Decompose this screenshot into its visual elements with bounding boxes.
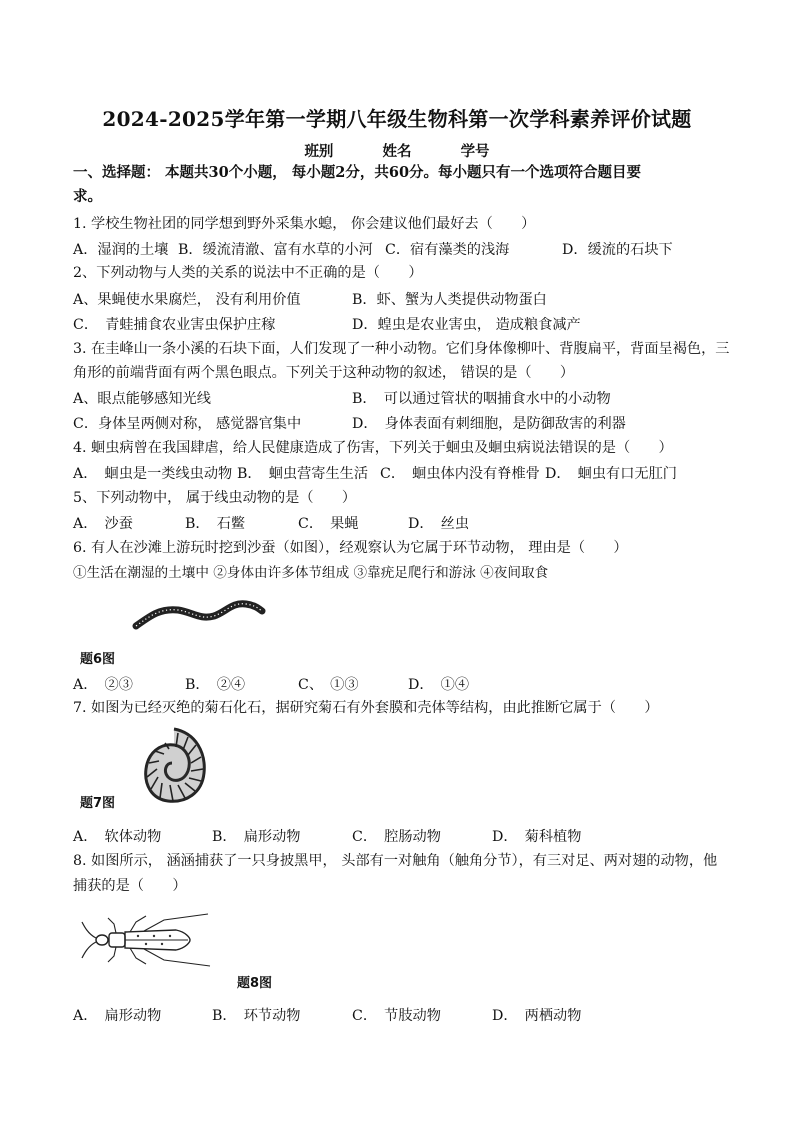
question-stem: 1. 学校生物社团的同学想到野外采集水螅， 你会建议他们最好去（ ） bbox=[73, 216, 536, 232]
class-field-label: 班别 bbox=[304, 143, 334, 160]
option-c: C． 腔肠动物 bbox=[352, 829, 441, 845]
option-b: B． 蛔虫营寄生生活 bbox=[237, 466, 369, 482]
name-field-label: 姓名 bbox=[382, 143, 412, 160]
question-stem: 2、下列动物与人类的关系的说法中不正确的是（ ） bbox=[73, 265, 423, 281]
option-c: C． 蛔虫体内没有脊椎骨 bbox=[380, 466, 540, 482]
option-c: C． 果蝇 bbox=[298, 516, 359, 532]
option-a: A． 扁形动物 bbox=[73, 1008, 162, 1024]
option-a: A． 蛔虫是一类线虫动物 bbox=[73, 466, 233, 482]
section-heading: 一、选择题： 本题共30个小题， 每小题2分，共60分。每小题只有一个选项符合题目要 bbox=[73, 164, 642, 181]
option-c: C．宿有藻类的浅海 bbox=[385, 242, 510, 258]
option-a: A． ②③ bbox=[73, 677, 133, 693]
option-d: D． 菊科植物 bbox=[492, 829, 582, 845]
option-d: D． 丝虫 bbox=[408, 516, 470, 532]
option-b: B． ②④ bbox=[185, 677, 246, 693]
section-heading-cont: 求。 bbox=[73, 188, 102, 205]
figure-8-caption: 题8图 bbox=[237, 976, 273, 991]
question-stem: 6. 有人在沙滩上游玩时挖到沙蚕（如图），经观察认为它属于环节动物， 理由是（ ） bbox=[73, 540, 628, 556]
option-a: A、眼点能够感知光线 bbox=[73, 391, 211, 407]
ammonite-fossil-drawing bbox=[138, 723, 210, 805]
student-info-fields bbox=[0, 140, 794, 161]
option-c: C．身体呈两侧对称， 感觉器官集中 bbox=[73, 416, 302, 432]
exam-title: 2024-2025学年第一学期八年级生物科第一次学科素养评价试题 bbox=[102, 107, 692, 131]
option-b: B．虾、蟹为人类提供动物蛋白 bbox=[352, 292, 547, 308]
option-b: B．缓流清澈、富有水草的小河 bbox=[178, 242, 373, 258]
question-stem-cont: 角形的前端背面有两个黑色眼点。下列关于这种动物的叙述， 错误的是（ ） bbox=[73, 365, 575, 381]
option-d: D． 两栖动物 bbox=[492, 1008, 582, 1024]
question-stem: 3. 在圭峰山一条小溪的石块下面，人们发现了一种小动物。它们身体像柳叶、背腹扁平，背面呈褐色，三 bbox=[73, 341, 730, 357]
option-d: D． ①④ bbox=[408, 677, 470, 693]
question-stem-cont: 捕获的是（ ） bbox=[73, 878, 187, 894]
beetle-drawing bbox=[80, 912, 215, 970]
figure-6-caption: 题6图 bbox=[80, 652, 116, 667]
option-b: B． 石鳖 bbox=[185, 516, 246, 532]
option-b: B． 可以通过管状的咽捕食水中的小动物 bbox=[352, 391, 611, 407]
option-d: D．缓流的石块下 bbox=[562, 242, 673, 258]
option-c: C、 ①③ bbox=[298, 677, 359, 693]
question-stem: 5、下列动物中， 属于线虫动物的是（ ） bbox=[73, 490, 357, 506]
question-stem: 4. 蛔虫病曾在我国肆虐，给人民健康造成了伤害，下列关于蛔虫及蛔虫病说法错误的是（ ） bbox=[73, 440, 673, 456]
question-stem: 8. 如图所示， 涵涵捕获了一只身披黑甲， 头部有一对触角（触角分节），有三对足、两对翅的动物，他 bbox=[73, 853, 718, 869]
option-d: D． 身体表面有刺细胞，是防御敌害的利器 bbox=[352, 416, 626, 432]
option-a: A、果蝇使水果腐烂， 没有利用价值 bbox=[73, 292, 301, 308]
option-a: A．湿润的土壤 bbox=[73, 242, 169, 258]
question-stem: 7. 如图为已经灭绝的菊石化石，据研究菊石有外套膜和壳体等结构，由此推断它属于（ ） bbox=[73, 700, 659, 716]
sandworm-drawing bbox=[130, 594, 270, 634]
figure-7-caption: 题7图 bbox=[80, 796, 116, 811]
option-c: C． 青蛙捕食农业害虫保护庄稼 bbox=[73, 317, 276, 333]
question-statements: ①生活在潮湿的土壤中 ②身体由许多体节组成 ③靠疣足爬行和游泳 ④夜间取食 bbox=[73, 565, 549, 581]
option-d: D． 蛔虫有口无肛门 bbox=[545, 466, 677, 482]
option-b: B． 扁形动物 bbox=[212, 829, 301, 845]
option-a: A． 沙蚕 bbox=[73, 516, 133, 532]
student-id-field-label: 学号 bbox=[460, 143, 490, 160]
option-a: A． 软体动物 bbox=[73, 829, 162, 845]
option-b: B． 环节动物 bbox=[212, 1008, 301, 1024]
option-d: D．蝗虫是农业害虫， 造成粮食减产 bbox=[352, 317, 581, 333]
option-c: C． 节肢动物 bbox=[352, 1008, 441, 1024]
